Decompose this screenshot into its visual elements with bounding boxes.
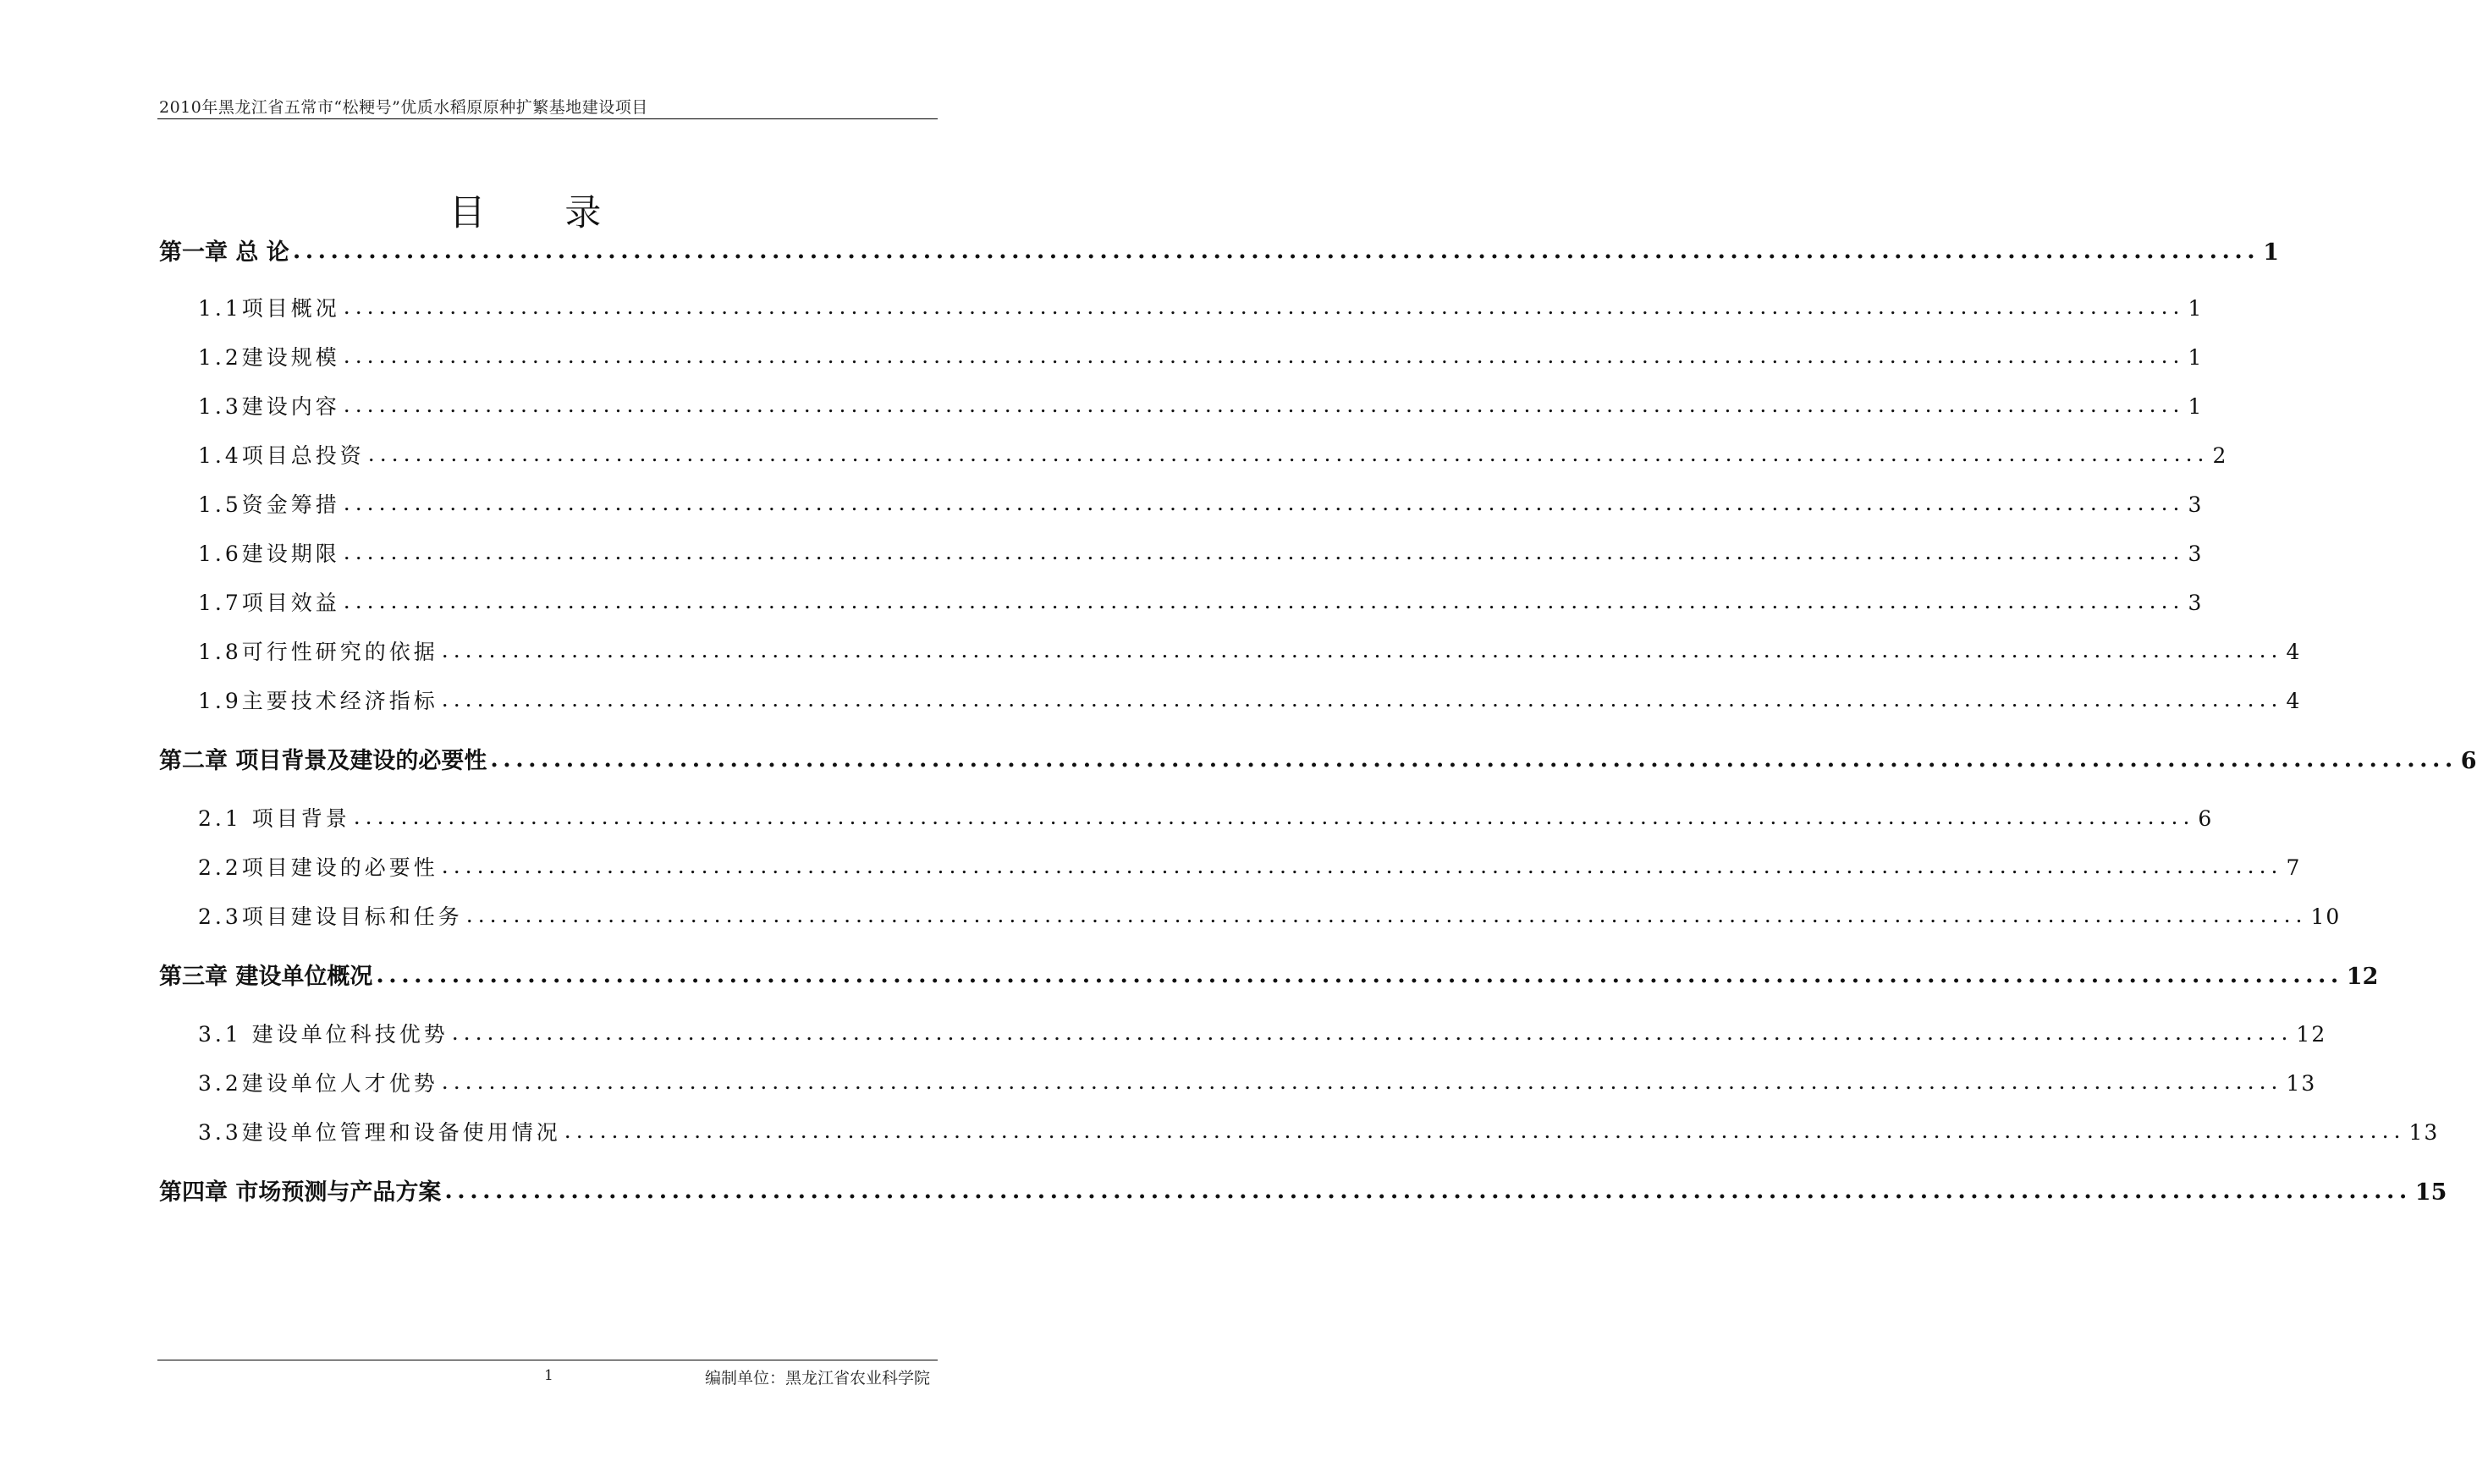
toc-leader-dots: ............................................................................................................................................................ <box>465 903 2308 927</box>
toc-section-label: 1.1项目概况 <box>198 296 340 321</box>
toc-section-1-3[interactable] <box>198 390 2204 420</box>
toc-section-2-3[interactable] <box>198 900 2342 931</box>
toc-chapter-4[interactable] <box>159 1173 2447 1206</box>
toc-section-label: 1.5资金筹措 <box>198 492 340 517</box>
toc-section-label: 1.3建设内容 <box>198 394 340 419</box>
toc-leader-dots: ............................................................................................................................................................ <box>367 442 2210 466</box>
toc-leader-dots: ............................................................................................................................................................ <box>444 1178 2412 1204</box>
toc-section-label: 1.6建设期限 <box>198 541 340 566</box>
toc-chapter-label: 第一章 总 论 <box>159 239 289 266</box>
toc-leader-dots: ............................................................................................................................................................ <box>343 393 2185 417</box>
toc-section-label: 1.2建设规模 <box>198 345 340 370</box>
toc-chapter-label: 第二章 项目背景及建设的必要性 <box>159 748 487 774</box>
toc-section-2-1[interactable] <box>198 802 2214 833</box>
toc-page-number: 6 <box>2198 806 2214 831</box>
toc-chapter-label: 第四章 市场预测与产品方案 <box>159 1179 442 1206</box>
toc-leader-dots: ............................................................................................................................................................ <box>441 687 2283 712</box>
toc-page-number: 4 <box>2286 640 2302 664</box>
toc-page-number: 2 <box>2212 443 2228 468</box>
toc-leader-dots: ............................................................................................................................................................ <box>376 962 2343 988</box>
toc-page-number: 13 <box>2286 1071 2317 1096</box>
toc-leader-dots: ............................................................................................................................................................ <box>451 1020 2293 1045</box>
toc-section-label: 1.7项目效益 <box>198 591 340 615</box>
toc-page-number: 13 <box>2408 1120 2440 1145</box>
toc-section-label: 1.9主要技术经济指标 <box>198 689 438 713</box>
toc-leader-dots: ............................................................................................................................................................ <box>564 1118 2406 1143</box>
toc-leader-dots: ............................................................................................................................................................ <box>353 805 2195 829</box>
toc-page-number: 1 <box>2263 239 2279 266</box>
toc-section-label: 1.4项目总投资 <box>198 443 365 468</box>
toc-page-number: 12 <box>2346 964 2379 990</box>
toc-section-3-2[interactable] <box>198 1067 2317 1097</box>
toc-leader-dots: ............................................................................................................................................................ <box>343 294 2185 319</box>
toc-page-number: 3 <box>2188 492 2204 517</box>
toc-section-label: 2.2项目建设的必要性 <box>198 855 438 880</box>
toc-leader-dots: ............................................................................................................................................................ <box>441 1069 2283 1094</box>
toc-section-3-1[interactable] <box>198 1018 2327 1048</box>
footer-page-number: 1 <box>544 1367 553 1384</box>
toc-section-1-9[interactable] <box>198 684 2302 715</box>
toc-page-number: 1 <box>2188 394 2204 419</box>
toc-section-label: 1.8可行性研究的依据 <box>198 640 438 664</box>
toc-page-number: 3 <box>2188 591 2204 615</box>
toc-section-1-8[interactable] <box>198 635 2302 666</box>
toc-leader-dots: ............................................................................................................................................................ <box>343 540 2185 564</box>
toc-section-1-1[interactable] <box>198 292 2204 322</box>
toc-leader-dots: ............................................................................................................................................................ <box>343 589 2185 613</box>
toc-leader-dots: ............................................................................................................................................................ <box>343 344 2185 368</box>
toc-section-1-4[interactable] <box>198 439 2228 470</box>
toc-section-1-6[interactable] <box>198 537 2204 568</box>
toc-section-2-2[interactable] <box>198 851 2302 882</box>
toc-section-label: 2.1 项目背景 <box>198 806 350 831</box>
toc-section-1-5[interactable] <box>198 488 2204 519</box>
toc-chapter-1[interactable] <box>159 234 2279 267</box>
toc-chapter-3[interactable] <box>159 958 2379 991</box>
toc-chapter-label: 第三章 建设单位概况 <box>159 964 373 990</box>
toc-section-1-7[interactable] <box>198 586 2204 617</box>
toc-page-number: 15 <box>2414 1179 2447 1206</box>
footer-organization: 编制单位：黑龙江省农业科学院 <box>705 1369 931 1388</box>
toc-page-number: 4 <box>2286 689 2302 713</box>
toc-page-number: 3 <box>2188 541 2204 566</box>
toc-section-label: 2.3项目建设目标和任务 <box>198 904 463 929</box>
toc-chapter-2[interactable] <box>159 742 2477 775</box>
toc-section-1-2[interactable] <box>198 341 2204 371</box>
toc-leader-dots: ............................................................................................................................................................ <box>343 491 2185 515</box>
toc-page-number: 6 <box>2460 748 2477 774</box>
page-title: 目 录 <box>449 192 636 234</box>
toc-page-number: 12 <box>2296 1022 2327 1047</box>
toc-page-number: 1 <box>2188 296 2204 321</box>
running-header: 2010年黑龙江省五常市“松粳号”优质水稻原原种扩繁基地建设项目 <box>159 98 648 117</box>
toc-page-number: 1 <box>2188 345 2204 370</box>
toc-leader-dots: ............................................................................................................................................................ <box>441 638 2283 662</box>
toc-leader-dots: ............................................................................................................................................................ <box>292 238 2260 264</box>
toc-leader-dots: ............................................................................................................................................................ <box>490 746 2458 772</box>
toc-section-label: 3.2建设单位人才优势 <box>198 1071 438 1096</box>
toc-section-label: 3.3建设单位管理和设备使用情况 <box>198 1120 561 1145</box>
toc-leader-dots: ............................................................................................................................................................ <box>441 854 2283 878</box>
toc-section-3-3[interactable] <box>198 1116 2440 1146</box>
toc-section-label: 3.1 建设单位科技优势 <box>198 1022 449 1047</box>
toc-page-number: 7 <box>2286 855 2302 880</box>
toc-page-number: 10 <box>2310 904 2342 929</box>
